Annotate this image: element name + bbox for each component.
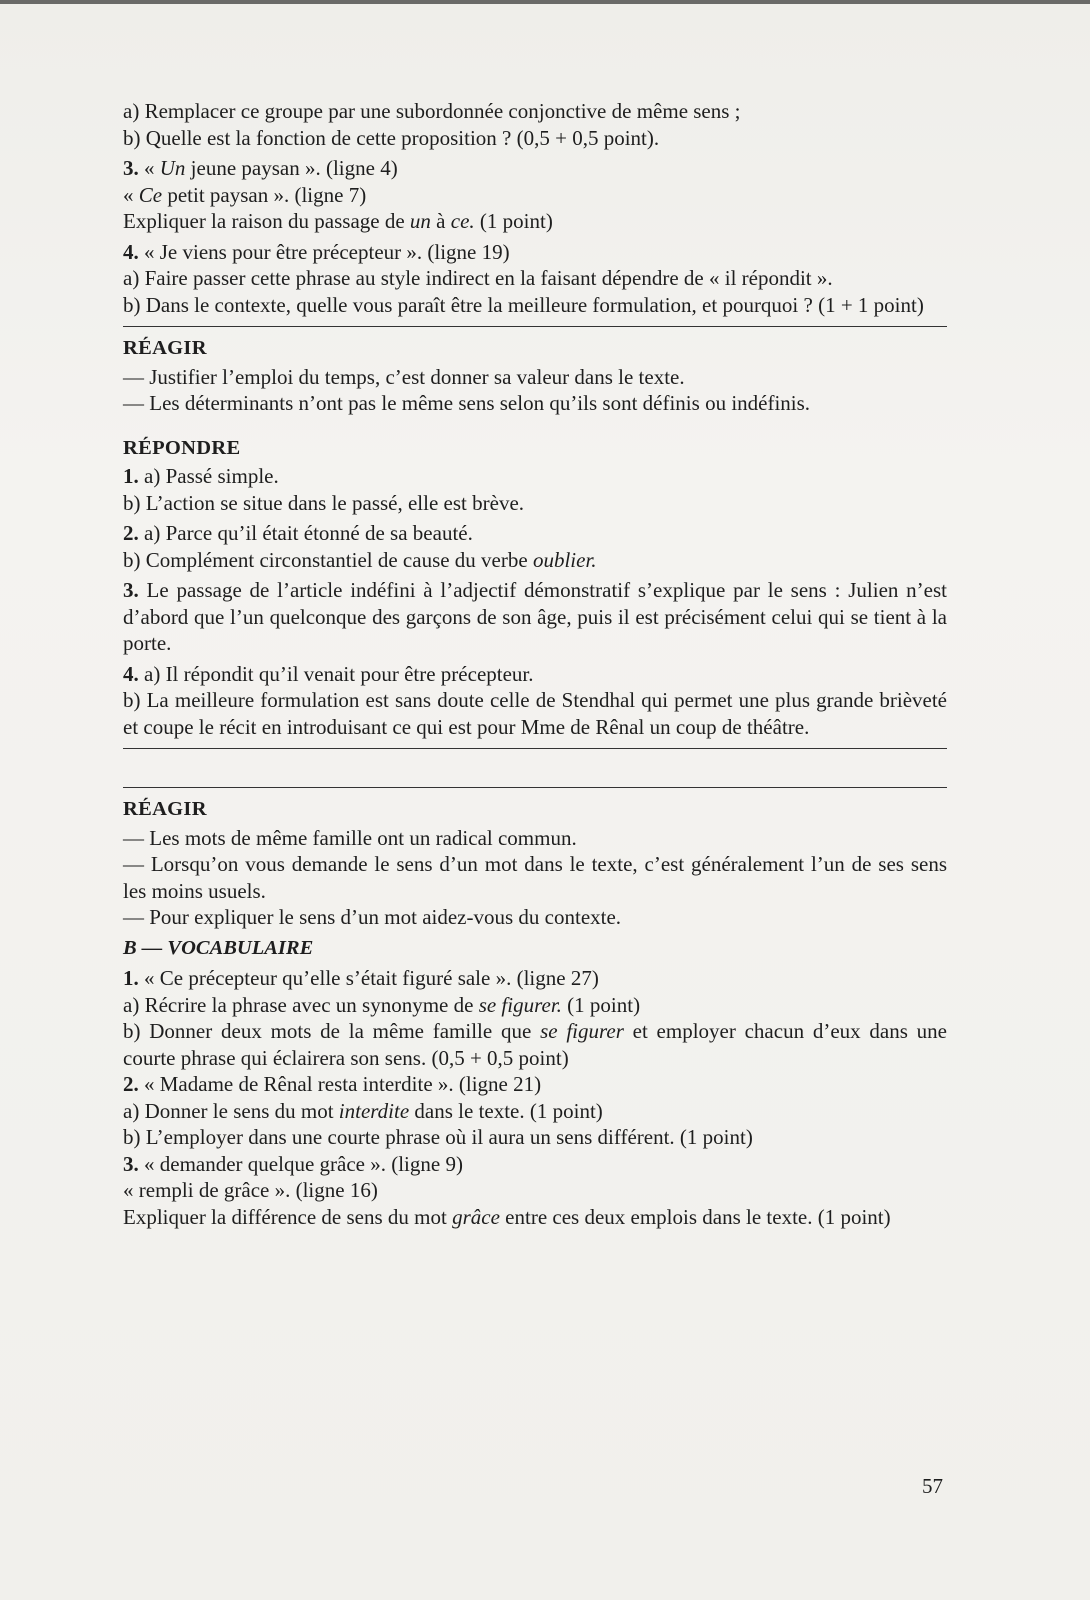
text: petit paysan ». (ligne 7) bbox=[162, 182, 367, 207]
question-2a: a) Remplacer ce groupe par une subordonnée conjonctive de même sens ; bbox=[123, 99, 741, 123]
text: a) Donner le sens du mot bbox=[123, 1098, 339, 1123]
reagir-line: — Les déterminants n’ont pas le même sens selon qu’ils sont définis ou indéfinis. bbox=[123, 391, 811, 415]
answer-2b bbox=[123, 547, 947, 574]
page-content bbox=[123, 98, 947, 1230]
text: a) Passé simple. bbox=[138, 464, 279, 488]
emphasis: se figurer. bbox=[478, 992, 562, 1017]
question-4 bbox=[123, 239, 947, 266]
question-3-line3 bbox=[123, 208, 947, 235]
text: « bbox=[123, 182, 139, 207]
top-edge bbox=[0, 0, 1090, 4]
text: a) Parce qu’il était étonné de sa beauté. bbox=[138, 521, 473, 545]
text: Le passage de l’article indéfini à l’adjectif démonstratif s’explique par le sens : Julien n’est d’abord que l’un quelconque des garçons de son âge, puis il est précisément celui qui se tient à la porte. bbox=[123, 578, 947, 655]
question-number: 3. bbox=[123, 1151, 139, 1176]
question-4b: b) Dans le contexte, quelle vous paraît être la meilleure formulation, et pourquoi ? (1 + 1 point) bbox=[123, 292, 924, 317]
text: « Madame de Rênal resta interdite ». (ligne 21) bbox=[138, 1072, 542, 1096]
section-heading-reagir: RÉAGIR bbox=[123, 337, 207, 359]
text: a) Il répondit qu’il venait pour être précepteur. bbox=[138, 661, 534, 686]
emphasis: interdite bbox=[338, 1098, 410, 1123]
text: dans le texte. (1 point) bbox=[409, 1098, 603, 1123]
text: et employer chacun d’eux dans une courte phrase qui éclairera son sens. (0,5 + 0,5 point) bbox=[123, 1019, 947, 1070]
question-4a: a) Faire passer cette phrase au style indirect en la faisant dépendre de « il répondit ». bbox=[123, 266, 833, 290]
emphasis: se figurer bbox=[540, 1019, 624, 1043]
vocab-question-1 bbox=[123, 965, 947, 992]
question-3-line1 bbox=[123, 155, 947, 182]
text: b) Complément circonstantiel de cause du verbe bbox=[123, 547, 533, 572]
answer-4b: b) La meilleure formulation est sans doute celle de Stendhal qui permet une plus grande brièveté et coupe le récit en introduisant ce qui est pour Mme de Rênal un coup de théâtre. bbox=[123, 688, 947, 739]
emphasis: oublier. bbox=[532, 547, 597, 572]
answer-number: 2. bbox=[123, 521, 139, 545]
text: entre ces deux emplois dans le texte. (1 point) bbox=[499, 1204, 891, 1229]
vocab-question-2b: b) L’employer dans une courte phrase où il aura un sens différent. (1 point) bbox=[123, 1125, 753, 1149]
text: « Je viens pour être précepteur ». (ligne 19) bbox=[138, 239, 510, 264]
answer-number: 1. bbox=[123, 464, 139, 488]
emphasis: ce. bbox=[450, 209, 475, 233]
reagir-line: — Lorsqu’on vous demande le sens d’un mot dans le texte, c’est généralement l’un de ses sens les moins usuels. bbox=[123, 852, 947, 903]
section-heading-reagir: RÉAGIR bbox=[123, 798, 207, 820]
text: (1 point) bbox=[561, 992, 641, 1017]
text: à bbox=[430, 209, 451, 233]
vocab-question-3-line2: « rempli de grâce ». (ligne 16) bbox=[123, 1178, 378, 1202]
question-number: 3. bbox=[123, 156, 139, 180]
reagir-line: — Pour expliquer le sens d’un mot aidez-vous du contexte. bbox=[123, 905, 622, 929]
vocab-question-3 bbox=[123, 1151, 947, 1178]
question-number: 2. bbox=[123, 1072, 139, 1096]
section-heading-vocabulaire: B — VOCABULAIRE bbox=[123, 936, 314, 959]
reagir-line: — Justifier l’emploi du temps, c’est donner sa valeur dans le texte. bbox=[123, 364, 685, 389]
text: « Ce précepteur qu’elle s’était figuré sale ». (ligne 27) bbox=[138, 966, 599, 990]
text: Expliquer la différence de sens du mot bbox=[123, 1204, 453, 1229]
reagir-line: — Les mots de même famille ont un radical commun. bbox=[123, 825, 577, 850]
text: a) Récrire la phrase avec un synonyme de bbox=[123, 992, 479, 1017]
answer-number: 4. bbox=[123, 661, 139, 686]
vocab-question-2 bbox=[123, 1071, 947, 1098]
vocab-question-1a bbox=[123, 992, 947, 1019]
text: (1 point) bbox=[474, 209, 553, 233]
vocab-question-3-line3 bbox=[123, 1204, 947, 1231]
vocab-question-2a bbox=[123, 1098, 947, 1125]
question-number: 1. bbox=[123, 966, 139, 990]
answer-1b: b) L’action se situe dans le passé, elle est brève. bbox=[123, 490, 525, 515]
answer-2a bbox=[123, 520, 947, 547]
text: b) Donner deux mots de la même famille que bbox=[123, 1019, 541, 1043]
emphasis: grâce bbox=[452, 1204, 500, 1229]
divider bbox=[123, 326, 947, 327]
vocab-question-1b bbox=[123, 1018, 947, 1071]
answer-1a bbox=[123, 463, 947, 490]
section-heading-repondre: RÉPONDRE bbox=[123, 436, 241, 459]
divider bbox=[123, 748, 947, 749]
text: jeune paysan ». (ligne 4) bbox=[185, 156, 398, 180]
answer-number: 3. bbox=[123, 578, 139, 602]
emphasis: un bbox=[409, 209, 431, 233]
question-number: 4. bbox=[123, 239, 139, 264]
answer-4a bbox=[123, 661, 947, 688]
text: « bbox=[144, 156, 160, 180]
divider bbox=[123, 787, 947, 788]
answer-3 bbox=[123, 577, 947, 657]
text: « demander quelque grâce ». (ligne 9) bbox=[138, 1151, 463, 1176]
question-3-line2 bbox=[123, 182, 947, 209]
page-number: 57 bbox=[922, 1474, 943, 1498]
question-2b: b) Quelle est la fonction de cette proposition ? (0,5 + 0,5 point). bbox=[123, 125, 660, 150]
emphasis: Ce bbox=[138, 182, 163, 207]
text: Expliquer la raison du passage de bbox=[123, 209, 410, 233]
emphasis: Un bbox=[159, 156, 186, 180]
